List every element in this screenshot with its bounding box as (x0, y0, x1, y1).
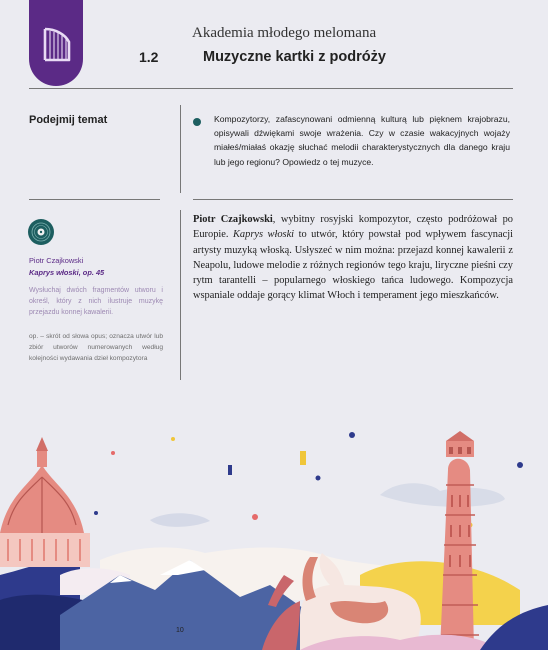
music-disc-icon[interactable] (28, 219, 54, 245)
main-divider (180, 210, 181, 380)
sidebar-rule (29, 199, 160, 200)
italy-illustration (0, 425, 548, 650)
sidebar-listening-task: Wysłuchaj dwóch fragmentów utworu i określ, który z nich ilustruje muzykę przejazdu konnej kawalerii. (29, 287, 163, 316)
intro-heading: Podejmij temat (29, 114, 108, 126)
sidebar-work-title: Kaprys włoski, op. 45 (29, 268, 105, 277)
section-title: Muzyczne kartki z podróży (203, 49, 386, 65)
bullet-icon (193, 118, 201, 126)
sidebar-footnote: op. – skrót od słowa opus; oznacza utwór lub zbiór utworów numerowanych według kolejności wydawania dzieł kompozytora (29, 333, 163, 362)
section-number: 1.2 (139, 49, 159, 65)
series-title: Akademia młodego melomana (192, 25, 377, 41)
page-number: 10 (176, 627, 184, 634)
intro-text: Kompozytorzy, zafascynowani odmienną kulturą lub pięknem krajobrazu, opisywali dźwiękami swoje wrażenia. Czy w czasie wakacyjnych wojaży miałeś/miałaś okazję słuchać melodii charakterystycznych dla danego kraju lub jego regionu? Opowiedz o tej muzyce. (214, 114, 510, 167)
header-rule (29, 88, 513, 89)
sidebar-composer: Piotr Czajkowski (29, 256, 84, 265)
section-tab (29, 0, 83, 86)
paragraph-part-2: to utwór, który powstał pod wpływem fascynacji artysty muzyką włoską. Usłyszeć w nim można: przejazd konnej kawalerii z Neapolu, ludowe melodie z różnych regionów tego kraju, liryczne pieśni czy rytm tarantelli – popularnego włoskiego tańca ludowego. Kompozycja wspaniale oddaje gorący klimat Włoch i temperament jego mieszkańców. (193, 229, 513, 302)
work-title: Kaprys włoski (233, 229, 295, 241)
intro-divider (180, 105, 181, 193)
paragraph-part-1: , wybitny rosyjski kompozytor, często podróżował po Europie. (193, 214, 514, 241)
main-rule (193, 199, 513, 200)
harp-icon (39, 26, 73, 62)
composer-name: Piotr Czajkowski (193, 214, 273, 225)
main-paragraph (193, 212, 513, 304)
